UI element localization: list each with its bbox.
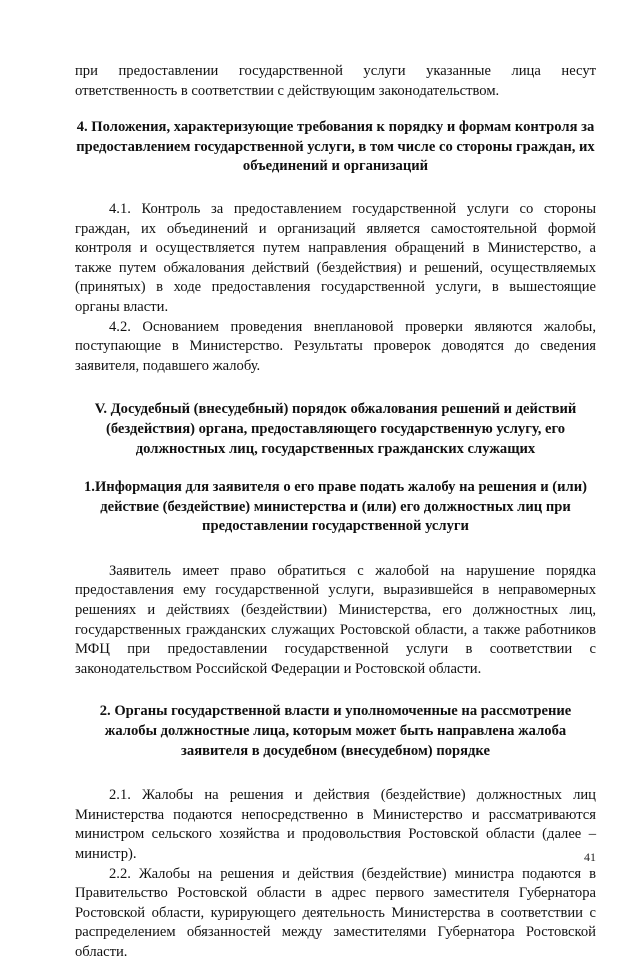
- document-page: [75, 62, 596, 963]
- subsection-1-heading: 1.Информация для заявителя о его праве подать жалобу на решения и (или) действие (бездействие) министерства и (или) его должностных лиц при предоставлении государственной услуги: [84, 479, 587, 535]
- subsection-1-paragraph: Заявитель имеет право обратиться с жалобой на нарушение порядка предоставления ему государственной услуги, выразившейся в неправомерных решениях и действиях (бездействии) Министерства, его должностных лиц, государственных гражданских служащих Ростовской области, а также работников МФЦ при предоставлении государственной услуги в соответствии с законодательством Российской Федерации и Ростовской области.: [75, 562, 596, 677]
- section-4-heading: 4. Положения, характеризующие требования к порядку и формам контроля за предоставлением государственной услуги, в том числе со стороны граждан, их объединений и организаций: [76, 119, 595, 175]
- subsection-2-heading: 2. Органы государственной власти и уполномоченные на рассмотрение жалобы должностные лица, которым может быть направлена жалоба заявителя в досудебном (внесудебном) порядке: [99, 703, 572, 759]
- paragraph-4-1: 4.1. Контроль за предоставлением государственной услуги со стороны граждан, их объединений и организаций является самостоятельной формой контроля и осуществляется путем направления обращений в Министерство, а также путем обжалования действий (бездействия) и решений, осуществляемых (принятых) в ходе предоставления государственной услуги, в вышестоящие органы власти.: [75, 200, 596, 315]
- page-number: 41: [584, 850, 596, 864]
- paragraph-2-2: 2.2. Жалобы на решения и действия (бездействие) министра подаются в Правительство Ростовской области в адрес первого заместителя Губернатора Ростовской области, курирующего деятельность Министерства в соответствии с распределением обязанностей между заместителями Губернатора Ростовской области.: [75, 865, 596, 960]
- section-5-heading: V. Досудебный (внесудебный) порядок обжалования решений и действий (бездействия) органа, предоставляющего государственную услугу, его должностных лиц, государственных гражданских служащих: [94, 401, 577, 457]
- intro-paragraph: при предоставлении государственной услуги указанные лица несут ответственность в соответствии с действующим законодательством.: [75, 63, 596, 99]
- paragraph-2-1: 2.1. Жалобы на решения и действия (бездействие) должностных лиц Министерства подаются непосредственно в Министерство и рассматриваются министром сельского хозяйства и продовольствия Ростовской области (далее – министр).: [75, 787, 596, 862]
- paragraph-4-2: 4.2. Основанием проведения внеплановой проверки являются жалобы, поступающие в Министерство. Результаты проверок доводятся до сведения заявителя, подавшего жалобу.: [75, 318, 596, 374]
